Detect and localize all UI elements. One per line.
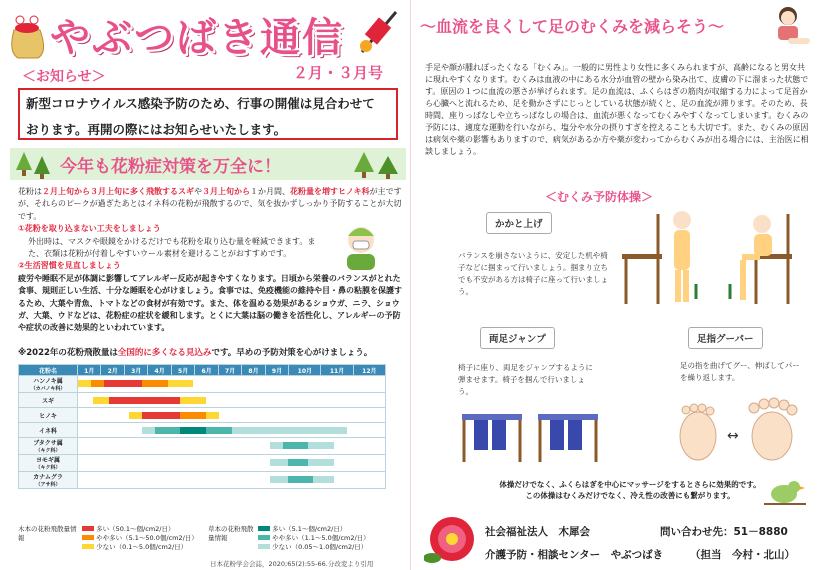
calendar-bar-cell xyxy=(78,423,386,438)
calendar-row-label xyxy=(19,376,78,393)
calendar-month-header: 4月 xyxy=(148,365,171,376)
calendar-bar-cell xyxy=(78,455,386,472)
pollen-name: ヨモギ属 xyxy=(35,457,60,464)
calendar-bar-cell xyxy=(78,408,386,423)
legend-item: 多い（50.1～個/cm2/日） xyxy=(96,525,175,533)
exercise-3-label: 足指グーパー xyxy=(688,327,763,349)
legend-item: 多い（5.1～個/cm2/日） xyxy=(272,525,347,533)
newsletter-title: やぶつばき通信 xyxy=(50,15,344,61)
column-divider xyxy=(410,0,411,570)
pollen-season-bar xyxy=(168,380,194,387)
calendar-row xyxy=(19,376,386,393)
calendar-bar-cell xyxy=(78,393,386,408)
blood-flow-text: 手足や顔が腫れぼったくなる「むくみ」。一般的に男性より女性に多くみられますが、高齢になると男女共に現れやすくなります。むくみは血液の中にある水分が血管の壁から染み出て、皮膚の下に溜まった状態です。原因の１つに血流の悪さが挙げられます。足の血流は、ふくらはぎの筋肉が収縮する力によって足首から心臓へと流れるため、足を動かさずにじっとしている状態が続くと、足の血流が滞ります。そのため、長時間、座りっぱなしや立ちっぱなしの場合は、血流が悪くなってむくみやすくなってしまいます。むくみの予防には、適度な運動を行いながら、塩分や水分の摂りすぎを控えることも大切です。また、むくみの原因は病気や薬の影響もありますので、病気があるか方や薬が変わってからむくみが出る場合には、主治医に相談しましょう。 xyxy=(425,63,809,156)
tree-right-icon xyxy=(350,150,402,180)
calendar-row-label xyxy=(19,393,78,408)
calendar-row-label xyxy=(19,472,78,489)
calendar-row-label xyxy=(19,455,78,472)
calendar-row xyxy=(19,455,386,472)
calendar-month-header: 12月 xyxy=(353,365,385,376)
legend-swatch xyxy=(258,535,270,540)
pollen-intro-text: 花粉は xyxy=(18,187,42,196)
calendar-month-header: 11月 xyxy=(321,365,353,376)
pollen-subheading-1: ①花粉を取り込まない工夫をしましょう xyxy=(18,224,161,234)
organization-name: 社会福祉法人 木犀会 xyxy=(485,526,590,538)
heel-raise-illustration xyxy=(612,204,802,309)
pollen-subtext-1: 外出時は、マスクや眼鏡をかけるだけでも花粉を取り込む量を軽減できます。また、衣類は花粉が付着しやすいウール素材を避けることがおすすめです。 xyxy=(28,236,316,259)
lucky-bag-icon xyxy=(6,12,48,60)
pollen-season-bar xyxy=(288,459,308,466)
pollen-name: カナムグラ xyxy=(33,474,63,481)
pollen-season-bar xyxy=(129,412,142,419)
pollen-intro-text: が主ですが、それらのピークが過ぎたあとはイネ科の花粉が飛散するので、気を抜かずしっかり予防することが大切です。 xyxy=(18,187,402,221)
pollen-name: スギ xyxy=(41,397,54,405)
pollen-calendar-table xyxy=(18,364,386,489)
pollen-season-bar xyxy=(78,380,91,387)
legend-swatch xyxy=(82,535,94,540)
legend-item: 少ない（0.1～5.0個/cm2/日） xyxy=(96,543,188,551)
legend-swatch xyxy=(258,526,270,531)
legend-item: やや多い（1.1～5.0個/cm2/日） xyxy=(272,534,370,542)
pollen-name: ヒノキ xyxy=(39,412,57,420)
pollen-intro-highlight: ３月上旬から xyxy=(202,187,250,196)
pollen-intro-highlight: ２月上旬から３月上旬に多く飛散するスギ xyxy=(42,187,194,196)
calendar-credit: 日本花粉学会会誌，2020;65(2):55-66.分改変より引用 xyxy=(210,560,374,568)
camellia-logo-icon xyxy=(424,512,480,566)
exercise-1-label: かかと上げ xyxy=(486,212,552,234)
arrow-decoration-icon xyxy=(356,6,402,58)
calendar-month-header: 3月 xyxy=(124,365,147,376)
exercise-3-desc: 足の指を曲げてグー、伸ばしてパーを繰り返します。 xyxy=(680,361,800,382)
notice-box xyxy=(18,88,398,140)
calendar-row-label xyxy=(19,438,78,455)
forecast-highlight: 全国的に多くなる見込み xyxy=(117,348,212,358)
calendar-row xyxy=(19,472,386,489)
pollen-season-bar xyxy=(232,427,347,434)
exercise-2-desc: 椅子に座り、両足をジャンプするように弾ませます。椅子を掴んで行いましょう。 xyxy=(458,363,593,396)
legend-grass-title: 草本の花粉飛散量情報 xyxy=(208,525,254,542)
forecast-text: です。早めの予防対策を心がけましょう。 xyxy=(211,348,373,358)
double-jump-illustration xyxy=(458,404,608,464)
forecast-text: ※2022年の花粉飛散量は xyxy=(18,348,118,358)
pollen-family: （キク科） xyxy=(35,465,61,471)
pollen-season-bar xyxy=(142,427,155,434)
pollen-season-bar xyxy=(270,459,288,466)
calendar-month-header: 6月 xyxy=(195,365,218,376)
exercise-title: ＜むくみ予防体操＞ xyxy=(545,190,654,204)
calendar-month-header: 5月 xyxy=(171,365,194,376)
pollen-intro-highlight: 花粉量を増すヒノキ科 xyxy=(290,187,370,196)
exercise-note xyxy=(470,479,790,501)
exercise-1-desc: バランスを崩さないように、安定した机や椅子などに掴まって行いましょう。掴まり立ちでも不安がある方は椅子に座って行いましょう。 xyxy=(458,251,608,296)
legend-swatch xyxy=(82,544,94,549)
calendar-row xyxy=(19,408,386,423)
blood-flow-title: ～血流を良くして足のむくみを減らそう～ xyxy=(420,17,725,36)
pollen-subtext-2: 疲労や睡眠不足が体調に影響してアレルギー反応が起きやすくなります。日頃から栄養のバランスがとれた食事、規則正しい生活、十分な睡眠を心がけましょう。食事では、免疫機能の維持や目・鼻の粘膜を保護するため、大葉や青魚、トマトなどの食材が有効です。また、体を温める効果があるショウガ、ニラ、ショウガ、大葉、ウドなどは、花粉症の症状を緩和します。とくに大葉は脳の働きを活性化し、アレルギーの予防や症状の改善に効果的といわれています。 xyxy=(18,273,402,333)
calendar-month-header: 1月 xyxy=(78,365,101,376)
bird-icon xyxy=(760,470,810,510)
calendar-month-header: 9月 xyxy=(265,365,288,376)
pollen-season-bar xyxy=(283,442,309,449)
calendar-bar-cell xyxy=(78,438,386,455)
masked-person-icon xyxy=(338,222,384,272)
pollen-subheading-2: ②生活習慣を見直しましょう xyxy=(18,261,121,271)
pollen-season-bar xyxy=(104,380,142,387)
pollen-name: ブタクサ属 xyxy=(33,440,63,447)
center-name: 介護予防・相談センター やぶつばき xyxy=(485,549,664,561)
pollen-section-title: 今年も花粉症対策を万全に！ xyxy=(60,157,281,177)
legend-swatch xyxy=(258,544,270,549)
pollen-season-bar xyxy=(270,442,283,449)
pollen-season-bar xyxy=(206,412,219,419)
pollen-family: （アサ科） xyxy=(35,482,61,488)
legend-swatch xyxy=(82,526,94,531)
tree-left-icon xyxy=(14,150,54,180)
pollen-season-bar xyxy=(308,459,334,466)
toe-grip-illustration xyxy=(672,396,802,462)
calendar-row-label xyxy=(19,423,78,438)
calendar-month-header: 8月 xyxy=(242,365,265,376)
contact-phone: 問い合わせ先：51－8880 xyxy=(660,526,788,538)
calendar-bar-cell xyxy=(78,376,386,393)
pollen-season-bar xyxy=(313,476,333,483)
calendar-month-header: 7月 xyxy=(218,365,241,376)
calendar-row xyxy=(19,423,386,438)
pollen-season-bar xyxy=(308,442,334,449)
pollen-season-bar xyxy=(180,427,206,434)
calendar-row-label xyxy=(19,408,78,423)
pollen-forecast xyxy=(18,346,372,358)
woman-sitting-icon xyxy=(768,4,814,52)
pollen-family: （キク科） xyxy=(35,448,61,454)
pollen-intro-text: １か月間、 xyxy=(250,187,290,196)
pollen-season-bar xyxy=(109,397,181,404)
pollen-season-bar xyxy=(142,412,180,419)
legend-tree-title: 木本の花粉飛散量情報 xyxy=(18,525,77,542)
exercise-note-line: 体操だけでなく、ふくらはぎを中心にマッサージをするとさらに効果的です。 xyxy=(499,480,761,489)
notice-line-1: 新型コロナウイルス感染予防のため、行事の開催は見合わせて xyxy=(26,96,375,111)
issue-date: ２月・３月号 xyxy=(293,64,384,82)
calendar-corner: 花粉名 xyxy=(19,365,78,376)
pollen-family: （カバノキ科） xyxy=(30,386,66,392)
calendar-month-header: 10月 xyxy=(289,365,321,376)
calendar-bar-cell xyxy=(78,472,386,489)
pollen-name: ハンノキ属 xyxy=(33,378,63,385)
legend-item: 少ない（0.05～1.0個/cm2/日） xyxy=(272,543,368,551)
calendar-month-header: 2月 xyxy=(101,365,124,376)
notice-line-2: おります。再開の際にはお知らせいたします。 xyxy=(26,122,287,137)
notice-heading: ＜お知らせ＞ xyxy=(22,69,106,85)
pollen-name: イネ科 xyxy=(39,427,57,435)
pollen-season-bar xyxy=(180,412,206,419)
pollen-season-bar xyxy=(288,476,314,483)
exercise-2-label: 両足ジャンプ xyxy=(480,327,555,349)
calendar-row xyxy=(19,438,386,455)
calendar-row xyxy=(19,393,386,408)
pollen-season-bar xyxy=(270,476,288,483)
legend-item: やや多い（5.1～50.0個/cm2/日） xyxy=(96,534,198,542)
pollen-season-bar xyxy=(180,397,206,404)
exercise-note-line: この体操はむくみだけでなく、冷え性の改善にも繋がります。 xyxy=(525,491,735,500)
svg-text:↔: ↔ xyxy=(727,428,739,444)
pollen-intro-text: や xyxy=(194,187,202,196)
staff-names: （担当 今村・北山） xyxy=(690,549,795,561)
pollen-season-bar xyxy=(93,397,108,404)
